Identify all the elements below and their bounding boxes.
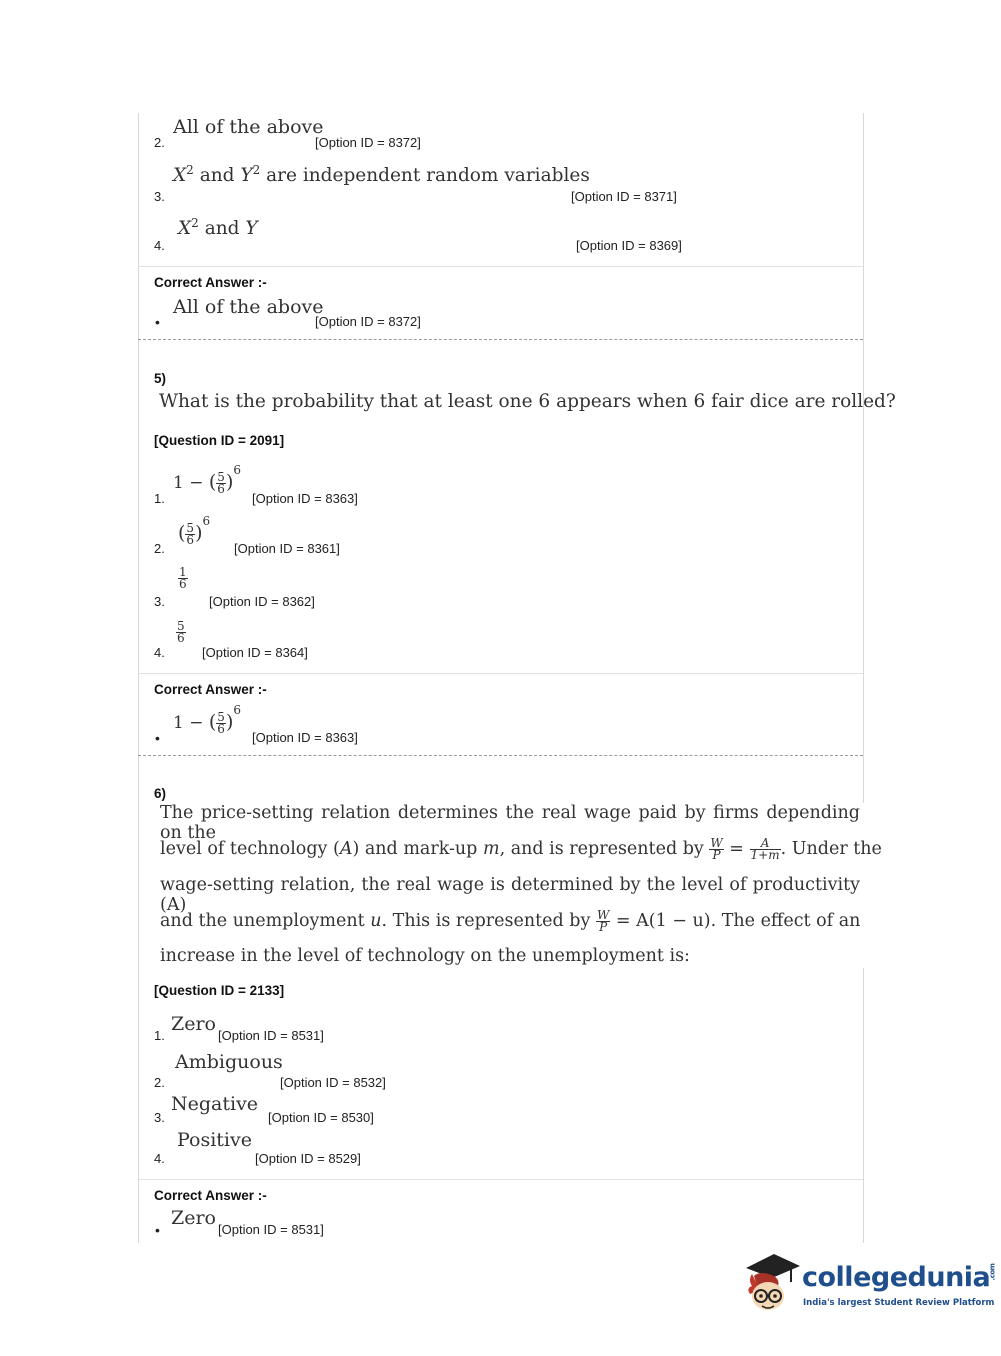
q6-question-id: [Question ID = 2133] — [154, 983, 285, 998]
q5-option-2-id: [Option ID = 8361] — [234, 541, 340, 556]
q4-option-2-text: All of the above — [173, 116, 324, 138]
q6-option-4-id: [Option ID = 8529] — [255, 1151, 361, 1166]
brand-tagline: India's largest Student Review Platform — [803, 1298, 995, 1308]
q6-line-1: The price-setting relation determines the real wage paid by firms depending on the — [160, 803, 860, 843]
q4-option-4-number: 4. — [154, 238, 165, 253]
q5-option-2-formula: ( $\frac{5}{6}$ )$^6$ — [178, 514, 211, 547]
q4-option-3-number: 3. — [154, 189, 165, 204]
q5-option-1-number: 1. — [154, 491, 165, 506]
q5-option-3-id: [Option ID = 8362] — [209, 594, 315, 609]
q5-option-3-formula: $\frac{1}{6}$ — [179, 564, 187, 591]
q5-option-2-number: 2. — [154, 541, 165, 556]
q6-option-4-number: 4. — [154, 1151, 165, 1166]
q6-option-2-id: [Option ID = 8532] — [280, 1075, 386, 1090]
q6-option-2-number: 2. — [154, 1075, 165, 1090]
q6-correct-answer-id: [Option ID = 8531] — [218, 1222, 324, 1237]
frame-right-border-lower — [863, 968, 864, 1243]
q6-option-3-number: 3. — [154, 1110, 165, 1125]
q4-correct-bullet: • — [155, 314, 160, 330]
frame-left-border — [138, 113, 139, 1243]
q5-number: 5) — [154, 371, 167, 386]
q4-option-4-text: $X^2$ and Y — [178, 216, 258, 240]
q5-question-text: What is the probability that at least one 6 appears when 6 fair dice are rolled? — [159, 391, 896, 412]
q6-option-1-id: [Option ID = 8531] — [218, 1028, 324, 1043]
collegedunia-logo[interactable] — [740, 1250, 997, 1318]
q6-option-3-text: Negative — [171, 1093, 259, 1115]
q5-question-id: [Question ID = 2091] — [154, 433, 285, 448]
q4-correct-answer-id: [Option ID = 8372] — [315, 314, 421, 329]
q4-answer-divider — [138, 266, 863, 267]
q6-line-2: level of technology (A) and mark-up m, and is represented by $\frac{W}{P}$ = $\frac{A}{1+m}$ . Under the — [160, 836, 882, 862]
q6-answer-divider — [138, 1179, 863, 1180]
q4-correct-answer-label: Correct Answer :- — [154, 275, 267, 290]
q4-option-3-text: $X^2$ and $Y^2$ are independent random variables — [173, 163, 590, 187]
q5-option-4-formula: $\frac{5}{6}$ — [177, 618, 185, 645]
brand-name: collegedunia.com — [802, 1262, 997, 1293]
q6-line-5: increase in the level of technology on the unemployment is: — [160, 946, 690, 966]
question-separator — [138, 339, 863, 340]
q5-correct-answer-id: [Option ID = 8363] — [252, 730, 358, 745]
q4-option-2-id: [Option ID = 8372] — [315, 135, 421, 150]
q6-option-2-text: Ambiguous — [175, 1051, 283, 1073]
q5-answer-divider — [138, 673, 863, 674]
q5-option-4-id: [Option ID = 8364] — [202, 645, 308, 660]
q6-option-1-number: 1. — [154, 1028, 165, 1043]
q4-option-4-id: [Option ID = 8369] — [576, 238, 682, 253]
question-separator — [138, 755, 863, 756]
q6-option-3-id: [Option ID = 8530] — [268, 1110, 374, 1125]
q5-option-4-number: 4. — [154, 645, 165, 660]
q6-option-4-text: Positive — [177, 1129, 252, 1151]
q4-option-2-number: 2. — [154, 135, 165, 150]
q6-option-1-text: Zero — [171, 1013, 216, 1035]
q6-number: 6) — [154, 786, 167, 801]
q6-correct-answer-text: Zero — [171, 1207, 216, 1229]
mascot-icon — [740, 1250, 802, 1316]
q5-option-3-number: 3. — [154, 594, 165, 609]
q5-option-1-formula: 1 − ( $\frac{5}{6}$ )$^6$ — [173, 463, 241, 496]
q4-option-3-id: [Option ID = 8371] — [571, 189, 677, 204]
frame-right-border — [863, 113, 864, 803]
q5-correct-bullet: • — [155, 730, 160, 746]
q6-correct-answer-label: Correct Answer :- — [154, 1188, 267, 1203]
q5-correct-answer-formula: 1 − ( $\frac{5}{6}$ )$^6$ — [173, 703, 241, 736]
q6-line-4: and the unemployment u. This is represented by $\frac{W}{P}$ = A(1 − u). The effect of an — [160, 908, 861, 934]
q6-line-3: wage-setting relation, the real wage is determined by the level of productivity (A) — [160, 875, 860, 915]
q6-correct-bullet: • — [155, 1222, 160, 1238]
q5-option-1-id: [Option ID = 8363] — [252, 491, 358, 506]
q5-correct-answer-label: Correct Answer :- — [154, 682, 267, 697]
brand-suffix: .com — [988, 1263, 997, 1281]
q4-correct-answer-text: All of the above — [173, 296, 324, 318]
